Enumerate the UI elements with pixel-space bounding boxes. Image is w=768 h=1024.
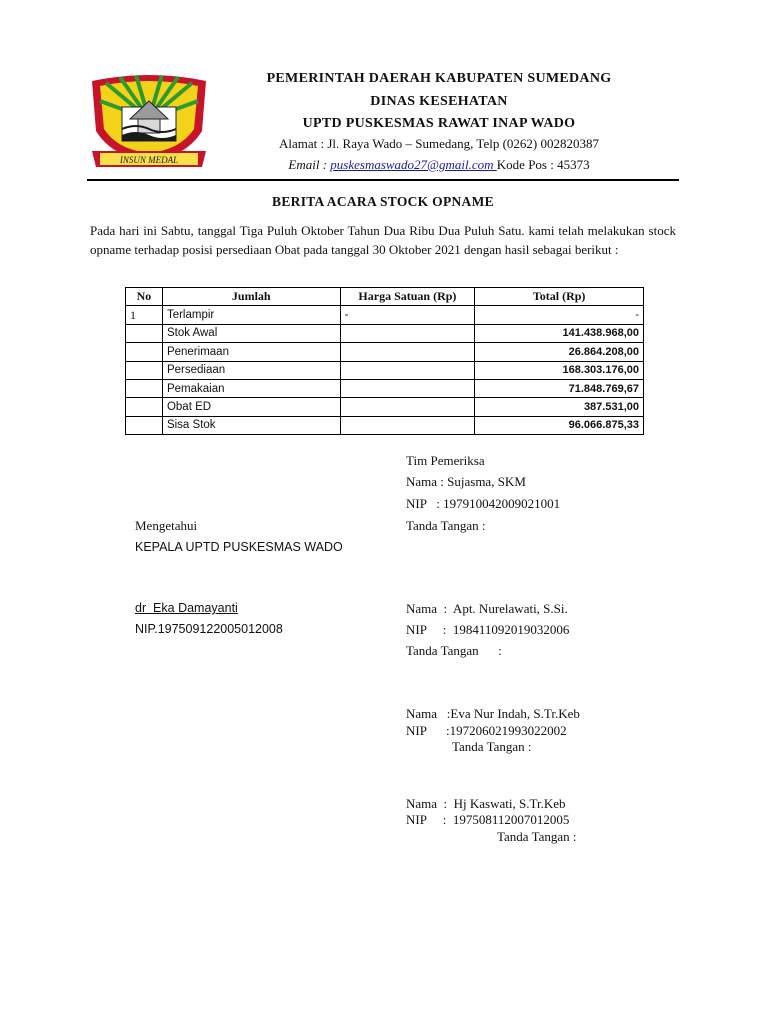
col-header-no: No (126, 288, 163, 306)
stock-table (125, 287, 644, 435)
pemeriksa-4-nip: NIP : 197508112007012005 (406, 812, 570, 827)
cell-jumlah: Terlampir (162, 306, 340, 324)
pemeriksa-4-nama: Nama : Hj Kaswati, S.Tr.Keb (406, 796, 566, 811)
table-row (126, 398, 644, 416)
cell-harga: - (340, 306, 475, 324)
table-row (126, 379, 644, 397)
cell-no (126, 416, 163, 434)
pemeriksa-2-ttd: Tanda Tangan : (406, 643, 502, 658)
kepala-jabatan: KEPALA UPTD PUSKESMAS WADO (135, 540, 343, 554)
pemeriksa-1-nip: NIP : 197910042009021001 (406, 496, 561, 511)
cell-no (126, 398, 163, 416)
cell-total: 387.531,00 (475, 398, 644, 416)
postal-code: Kode Pos : 45373 (496, 157, 590, 172)
cell-jumlah: Stok Awal (162, 324, 340, 342)
cell-jumlah: Penerimaan (162, 343, 340, 361)
tim-pemeriksa-label: Tim Pemeriksa (406, 453, 485, 468)
cell-total: - (475, 306, 644, 324)
header-line-3: UPTD PUSKESMAS RAWAT INAP WADO (302, 116, 576, 131)
table-row (126, 324, 644, 342)
table-header-row (126, 288, 644, 306)
cell-no (126, 379, 163, 397)
pemeriksa-1-nama: Nama : Sujasma, SKM (406, 474, 526, 489)
cell-jumlah: Persediaan (162, 361, 340, 379)
pemeriksa-3-nama: Nama :Eva Nur Indah, S.Tr.Keb (406, 706, 580, 721)
email-label: Email : (288, 157, 331, 172)
cell-harga (340, 361, 475, 379)
cell-harga (340, 343, 475, 361)
mengetahui-label: Mengetahui (135, 518, 198, 533)
cell-harga (340, 324, 475, 342)
cell-total: 168.303.176,00 (475, 361, 644, 379)
col-header-total: Total (Rp) (475, 288, 644, 306)
pemeriksa-2-nama: Nama : Apt. Nurelawati, S.Si. (406, 601, 568, 616)
cell-no (126, 343, 163, 361)
cell-no (126, 361, 163, 379)
kepala-nama: dr Eka Damayanti (135, 601, 238, 615)
header-contact (216, 157, 662, 173)
pemeriksa-4-ttd: Tanda Tangan : (497, 829, 577, 844)
cell-no: 1 (126, 306, 163, 324)
table-row (126, 343, 644, 361)
pemeriksa-1-ttd: Tanda Tangan : (406, 518, 486, 533)
cell-total: 96.066.875,33 (475, 416, 644, 434)
cell-jumlah: Pemakaian (162, 379, 340, 397)
cell-no (126, 324, 163, 342)
kepala-nip: NIP.197509122005012008 (135, 622, 283, 636)
cell-jumlah: Sisa Stok (162, 416, 340, 434)
cell-harga (340, 416, 475, 434)
header-line-2: DINAS KESEHATAN (370, 94, 508, 109)
header-address: Alamat : Jl. Raya Wado – Sumedang, Telp (0262) 002820387 (279, 136, 599, 151)
kabupaten-logo (86, 71, 212, 171)
cell-total: 26.864.208,00 (475, 343, 644, 361)
intro-paragraph: Pada hari ini Sabtu, tanggal Tiga Puluh Oktober Tahun Dua Ribu Dua Puluh Satu. kami telah melakukan stock opname terhadap posisi persediaan Obat pada tanggal 30 Oktober 2021 dengan hasil sebagai berikut : (90, 223, 676, 257)
table-row (126, 361, 644, 379)
cell-total: 71.848.769,67 (475, 379, 644, 397)
cell-total: 141.438.968,00 (475, 324, 644, 342)
pemeriksa-3-ttd: Tanda Tangan : (452, 739, 532, 754)
document-title: BERITA ACARA STOCK OPNAME (272, 194, 494, 209)
cell-harga (340, 398, 475, 416)
logo-motto: INSUN MEDAL (119, 155, 179, 165)
header-divider (87, 179, 679, 181)
email-link[interactable]: puskesmaswado27@gmail.com (330, 157, 497, 172)
header-line-1: PEMERINTAH DAERAH KABUPATEN SUMEDANG (266, 71, 612, 86)
pemeriksa-2-nip: NIP : 198411092019032006 (406, 622, 570, 637)
cell-harga (340, 379, 475, 397)
col-header-jumlah: Jumlah (162, 288, 340, 306)
table-row (126, 306, 644, 324)
cell-jumlah: Obat ED (162, 398, 340, 416)
pemeriksa-3-nip: NIP :197206021993022002 (406, 723, 567, 738)
col-header-harga: Harga Satuan (Rp) (340, 288, 475, 306)
table-row (126, 416, 644, 434)
